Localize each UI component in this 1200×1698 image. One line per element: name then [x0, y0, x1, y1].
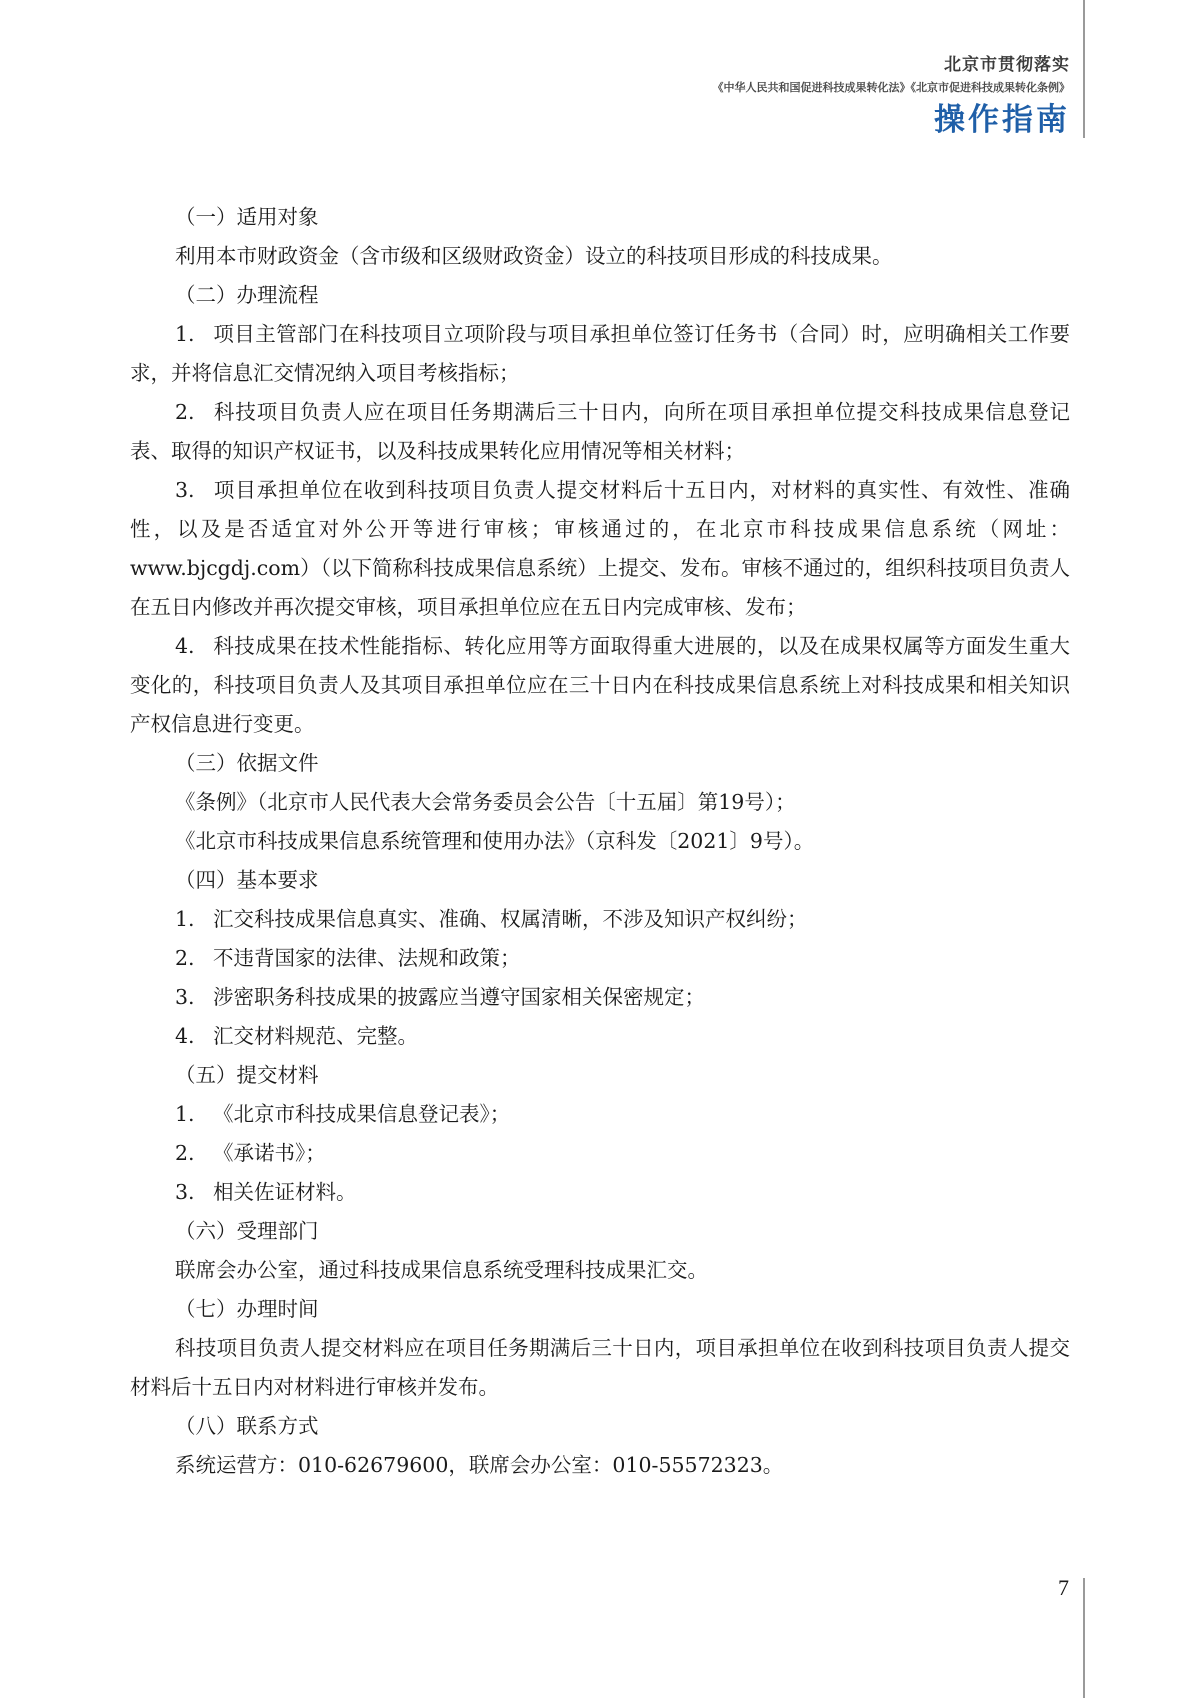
item-text: 项目承担单位在收到科技项目负责人提交材料后十五日内，对材料的真实性、有效性、准确性，以及是否适宜对外公开等进行审核；审核通过的，在北京市科技成果信息系统（网址：www.bjcgdj.com）（以下简称科技成果信息系统）上提交、发布。审核不通过的，组织科技项目负责人在五日内修改并再次提交审核，项目承担单位应在五日内完成审核、发布； — [130, 478, 1070, 619]
list-item — [130, 627, 1070, 744]
item-text: 《承诺书》； — [213, 1141, 326, 1165]
list-item — [130, 471, 1070, 627]
item-number: 3. — [175, 478, 195, 502]
section-text-8: 系统运营方：010-62679600，联席会办公室：010-55572323。 — [175, 1453, 784, 1477]
item-text: 涉密职务科技成果的披露应当遵守国家相关保密规定； — [213, 985, 705, 1009]
section-title-4: （四）基本要求 — [175, 868, 319, 892]
document-body — [130, 198, 1070, 1485]
list-item — [130, 1134, 1070, 1173]
section-title-2: （二）办理流程 — [175, 283, 319, 307]
header-line1: 北京市贯彻落实 — [944, 55, 1070, 75]
item-number: 1. — [175, 907, 195, 931]
bottom-vertical-rule — [1083, 1578, 1085, 1698]
reference-item: 《北京市科技成果信息系统管理和使用办法》（京科发〔2021〕9号）。 — [175, 829, 815, 853]
item-text: 项目主管部门在科技项目立项阶段与项目承担单位签订任务书（合同）时，应明确相关工作要求，并将信息汇交情况纳入项目考核指标； — [130, 322, 1070, 385]
list-item — [130, 1095, 1070, 1134]
item-text: 汇交科技成果信息真实、准确、权属清晰，不涉及知识产权纠纷； — [213, 907, 808, 931]
list-item — [130, 1017, 1070, 1056]
section-title-6: （六）受理部门 — [175, 1219, 319, 1243]
section-text-6: 联席会办公室，通过科技成果信息系统受理科技成果汇交。 — [175, 1258, 708, 1282]
item-text: 不违背国家的法律、法规和政策； — [213, 946, 521, 970]
item-text: 科技项目负责人应在项目任务期满后三十日内，向所在项目承担单位提交科技成果信息登记表、取得的知识产权证书，以及科技成果转化应用情况等相关材料； — [130, 400, 1070, 463]
item-number: 3. — [175, 985, 195, 1009]
item-text: 汇交材料规范、完整。 — [213, 1024, 418, 1048]
item-number: 3. — [175, 1180, 195, 1204]
list-item — [130, 315, 1070, 393]
item-number: 4. — [175, 1024, 195, 1048]
item-number: 2. — [175, 1141, 195, 1165]
section-title-7: （七）办理时间 — [175, 1297, 319, 1321]
item-number: 1. — [175, 1102, 195, 1126]
section-title-3: （三）依据文件 — [175, 751, 319, 775]
reference-item: 《条例》（北京市人民代表大会常务委员会公告〔十五届〕第19号）； — [175, 790, 796, 814]
list-item — [130, 393, 1070, 471]
list-item — [130, 900, 1070, 939]
section-text-1: 利用本市财政资金（含市级和区级财政资金）设立的科技项目形成的科技成果。 — [175, 244, 893, 268]
item-text: 《北京市科技成果信息登记表》； — [213, 1102, 511, 1126]
header-line2: 《中华人民共和国促进科技成果转化法》《北京市促进科技成果转化条例》 — [712, 81, 1070, 94]
item-number: 4. — [175, 634, 195, 658]
page-header — [713, 52, 1071, 142]
item-number: 1. — [175, 322, 195, 346]
list-item — [130, 1173, 1070, 1212]
top-vertical-rule — [1083, 0, 1085, 138]
item-text: 相关佐证材料。 — [213, 1180, 357, 1204]
item-number: 2. — [175, 946, 195, 970]
section-title-1: （一）适用对象 — [175, 205, 319, 229]
section-text-7: 科技项目负责人提交材料应在项目任务期满后三十日内，项目承担单位在收到科技项目负责人提交材料后十五日内对材料进行审核并发布。 — [130, 1336, 1070, 1399]
header-title: 操作指南 — [934, 102, 1070, 138]
page-number: 7 — [1058, 1575, 1069, 1600]
item-number: 2. — [175, 400, 195, 424]
section-title-8: （八）联系方式 — [175, 1414, 319, 1438]
list-item — [130, 978, 1070, 1017]
section-title-5: （五）提交材料 — [175, 1063, 319, 1087]
list-item — [130, 939, 1070, 978]
item-text: 科技成果在技术性能指标、转化应用等方面取得重大进展的，以及在成果权属等方面发生重大变化的，科技项目负责人及其项目承担单位应在三十日内在科技成果信息系统上对科技成果和相关知识产权信息进行变更。 — [130, 634, 1070, 736]
